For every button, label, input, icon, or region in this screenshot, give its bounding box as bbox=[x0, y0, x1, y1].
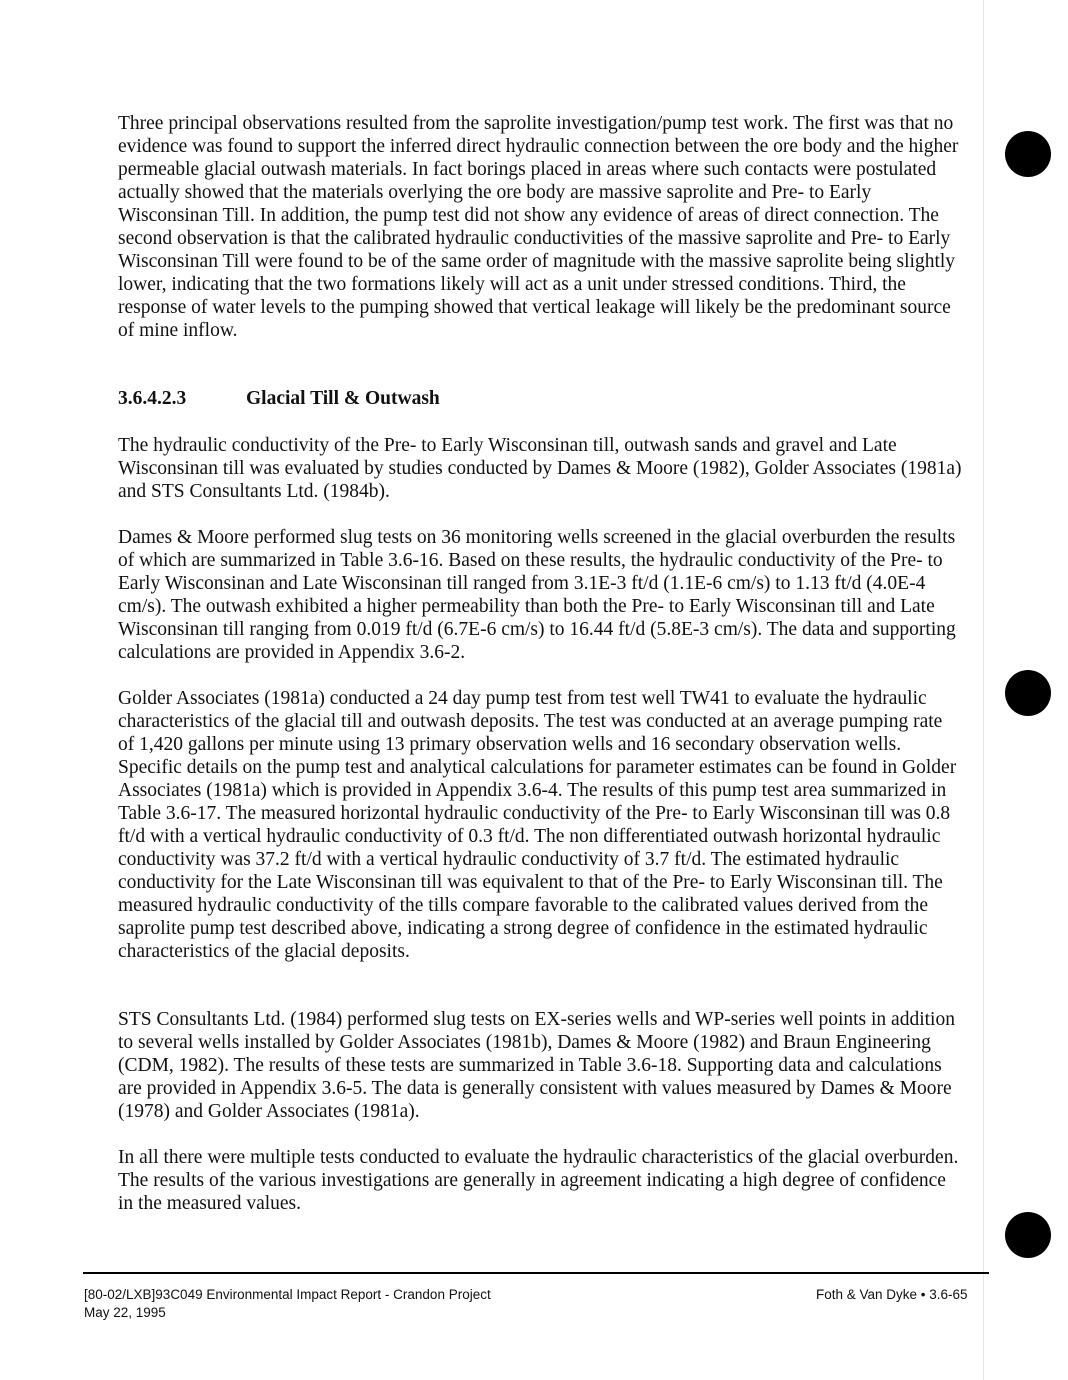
footer-doc-line: [80-02/LXB]93C049 Environmental Impact Report - Crandon Project bbox=[84, 1287, 491, 1302]
footer-left bbox=[84, 1286, 491, 1322]
paragraph-intro: The hydraulic conductivity of the Pre- to Early Wisconsinan till, outwash sands and gravel and Late Wisconsinan till was evaluated by studies conducted by Dames & Moore (1982), Golder Associates (1981a) and STS Consultants Ltd. (1984b). bbox=[118, 435, 962, 502]
paragraph-golder: Golder Associates (1981a) conducted a 24 day pump test from test well TW41 to evaluate the hydraulic characteristics of the glacial till and outwash deposits. The test was conducted at an average pumping rate of 1,420 gallons per minute using 13 primary observation wells and 16 secondary observation wells. Specific details on the pump test and analytical calculations for parameter estimates can be found in Golder Associates (1981a) which is provided in Appendix 3.6-4. The results of this pump test area summarized in Table 3.6-17. The measured horizontal hydraulic conductivity of the Pre- to Early Wisconsinan till was 0.8 ft/d with a vertical hydraulic conductivity of 0.3 ft/d. The non differentiated outwash horizontal hydraulic conductivity was 37.2 ft/d with a vertical hydraulic conductivity of 3.7 ft/d. The estimated hydraulic conductivity for the Late Wisconsinan till was equivalent to that of the Pre- to Early Wisconsinan till. The measured hydraulic conductivity of the tills compare favorable to the calibrated values derived from the saprolite pump test described above, indicating a strong degree of confidence in the estimated hydraulic characteristics of the glacial deposits. bbox=[118, 688, 957, 962]
section-title: Glacial Till & Outwash bbox=[246, 388, 440, 409]
paragraph-sts: STS Consultants Ltd. (1984) performed slug tests on EX-series wells and WP-series well points in addition to several wells installed by Golder Associates (1981b), Dames & Moore (1982) and Braun Engineering (CDM, 1982). The results of these tests are summarized in Table 3.6-18. Supporting data and calculations are provided in Appendix 3.6-5. The data is generally consistent with values measured by Dames & Moore (1978) and Golder Associates (1981a). bbox=[118, 1009, 955, 1122]
binder-hole-icon bbox=[1005, 1212, 1051, 1258]
footer-rule bbox=[83, 1272, 989, 1274]
page-edge-shadow bbox=[983, 0, 984, 1380]
section-heading bbox=[118, 387, 440, 411]
binder-hole-icon bbox=[1005, 670, 1051, 716]
footer-date: May 22, 1995 bbox=[84, 1305, 166, 1320]
section-number: 3.6.4.2.3 bbox=[118, 388, 187, 409]
paragraph-dames-moore: Dames & Moore performed slug tests on 36 monitoring wells screened in the glacial overburden the results of which are summarized in Table 3.6-16. Based on these results, the hydraulic conductivity of the Pre- to Early Wisconsinan and Late Wisconsinan till ranged from 3.1E-3 ft/d (1.1E-6 cm/s) to 1.13 ft/d (4.0E-4 cm/s). The outwash exhibited a higher permeability than both the Pre- to Early Wisconsinan till and Late Wisconsinan till ranging from 0.019 ft/d (6.7E-6 cm/s) to 16.44 ft/d (5.8E-3 cm/s). The data and supporting calculations are provided in Appendix 3.6-2. bbox=[118, 527, 956, 663]
paragraph-observations: Three principal observations resulted from the saprolite investigation/pump test work. The first was that no evidence was found to support the inferred direct hydraulic connection between the ore body and the higher permeable glacial outwash materials. In fact borings placed in areas where such contacts were postulated actually showed that the materials overlying the ore body are massive saprolite and Pre- to Early Wisconsinan Till. In addition, the pump test did not show any evidence of areas of direct connection. The second observation is that the calibrated hydraulic conductivities of the massive saprolite and Pre- to Early Wisconsinan Till were found to be of the same order of magnitude with the massive saprolite being slightly lower, indicating that the two formations likely will act as a unit under stressed conditions. Third, the response of water levels to the pumping showed that vertical leakage will likely be the predominant source of mine inflow. bbox=[118, 113, 959, 341]
binder-hole-icon bbox=[1005, 131, 1051, 177]
footer-page-number: Foth & Van Dyke • 3.6-65 bbox=[816, 1287, 968, 1302]
paragraph-summary: In all there were multiple tests conducted to evaluate the hydraulic characteristics of the glacial overburden. The results of the various investigations are generally in agreement indicating a high degree of confidence in the measured values. bbox=[118, 1147, 959, 1214]
